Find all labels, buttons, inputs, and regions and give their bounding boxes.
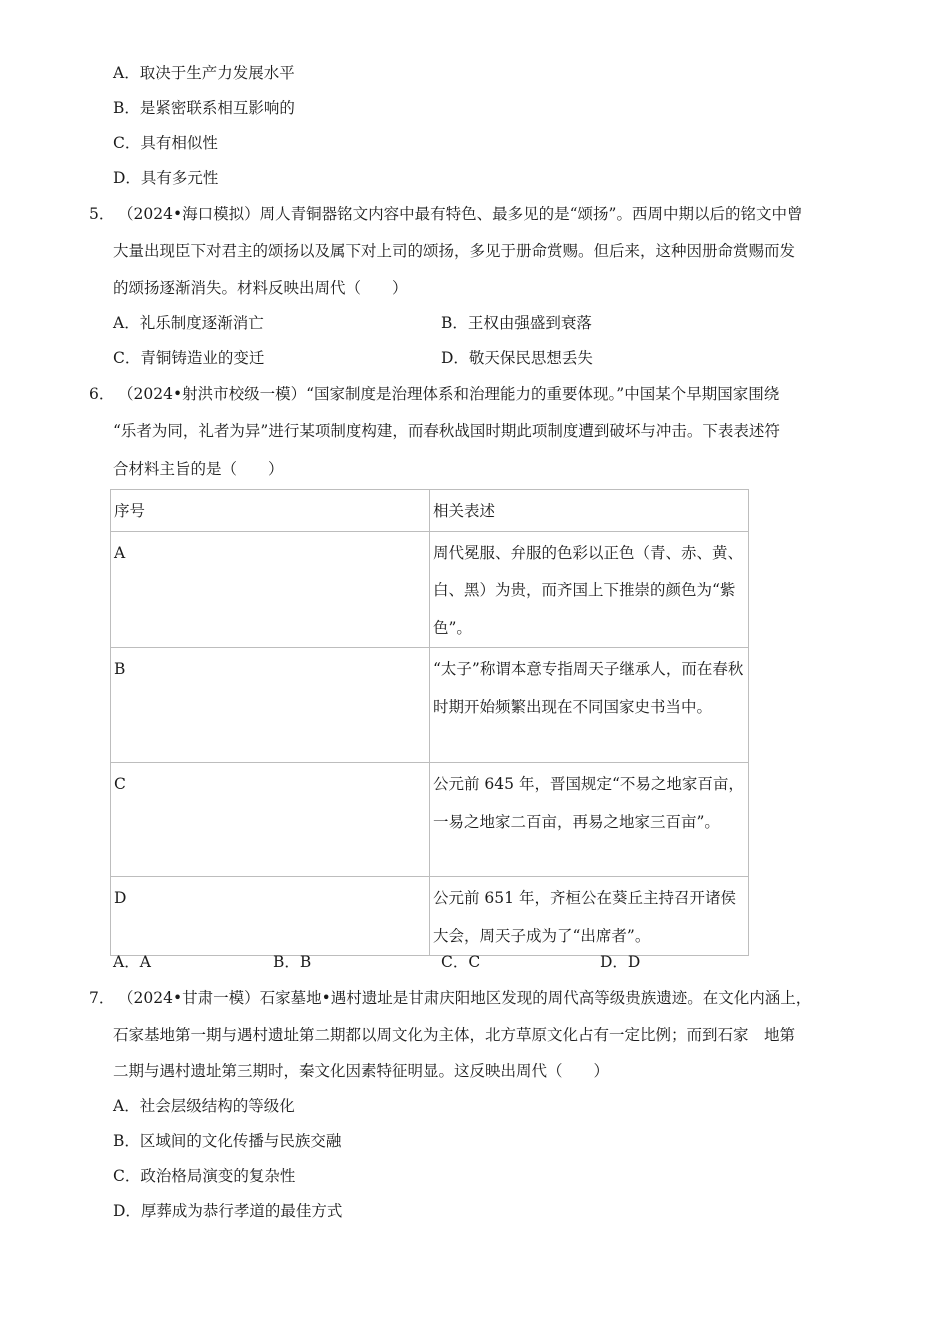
row-text: “太子”称谓本意专指周天子继承人，而在春秋时期开始频繁出现在不同国家史书当中。 <box>430 648 749 763</box>
header-cell-number: 序号 <box>111 490 430 532</box>
table-row <box>111 531 749 648</box>
row-key: C <box>111 763 430 877</box>
q5-stem-line: 的颂扬逐渐消失。材料反映出周代（ ） <box>113 279 408 297</box>
row-key: D <box>111 877 430 956</box>
q5-stem-line: 大量出现臣下对君主的颂扬以及属下对上司的颂扬，多见于册命赏赐。但后来，这种因册命赏赐而发 <box>113 242 796 260</box>
q7-option-b: B．区域间的文化传播与民族交融 <box>113 1132 342 1150</box>
row-text: 公元前 651 年，齐桓公在葵丘主持召开诸侯大会，周天子成为了“出席者”。 <box>430 877 749 956</box>
q5-option-c: C．青铜铸造业的变迁 <box>113 349 265 367</box>
q6-stem-line: （2024•射洪市校级一模）“国家制度是治理体系和治理能力的重要体现。”中国某个早期国家围绕 <box>118 385 780 403</box>
q6-option-d: D．D <box>600 953 641 971</box>
row-key: A <box>111 531 430 648</box>
q7-option-a: A．社会层级结构的等级化 <box>113 1097 295 1115</box>
row-text: 周代冕服、弁服的色彩以正色（青、赤、黄、白、黑）为贵，而齐国上下推崇的颜色为“紫色”。 <box>430 531 749 648</box>
q6-table <box>110 489 749 956</box>
table-row <box>111 877 749 956</box>
q7-number: 7． <box>89 989 115 1007</box>
header-cell-description: 相关表述 <box>430 490 749 532</box>
q6-option-a: A．A <box>113 953 151 971</box>
q6-option-b: B．B <box>273 953 312 971</box>
q7-option-d: D．厚葬成为恭行孝道的最佳方式 <box>113 1202 343 1220</box>
table-row <box>111 763 749 877</box>
q6-option-c: C．C <box>441 953 481 971</box>
q6-number: 6． <box>89 385 115 403</box>
table-row <box>111 648 749 763</box>
q5-option-d: D．敬天保民思想丢失 <box>441 349 593 367</box>
q7-stem-line: 石家基地第一期与遇村遗址第二期都以周文化为主体，北方草原文化占有一定比例；而到石家 地第 <box>113 1026 796 1044</box>
q5-number: 5． <box>89 205 115 223</box>
q5-option-b: B．王权由强盛到衰落 <box>441 314 592 332</box>
table-header-row <box>111 490 749 532</box>
q4-option-d: D．具有多元性 <box>113 169 219 187</box>
q7-stem-line: 二期与遇村遗址第三期时，秦文化因素特征明显。这反映出周代（ ） <box>113 1062 610 1080</box>
q6-stem-line: “乐者为同，礼者为异”进行某项制度构建，而春秋战国时期此项制度遭到破坏与冲击。下表表述符 <box>113 422 780 440</box>
q4-option-b: B．是紧密联系相互影响的 <box>113 99 295 117</box>
q7-option-c: C．政治格局演变的复杂性 <box>113 1167 296 1185</box>
q4-option-c: C．具有相似性 <box>113 134 218 152</box>
q4-option-a: A．取决于生产力发展水平 <box>113 64 295 82</box>
q5-option-a: A．礼乐制度逐渐消亡 <box>113 314 264 332</box>
row-text: 公元前 645 年，晋国规定“不易之地家百亩，一易之地家二百亩，再易之地家三百亩”。 <box>430 763 749 877</box>
row-key: B <box>111 648 430 763</box>
q6-stem-line: 合材料主旨的是（ ） <box>113 460 284 478</box>
q7-stem-line: （2024•甘肃一模）石家墓地•遇村遗址是甘肃庆阳地区发现的周代高等级贵族遗迹。在文化内涵上， <box>118 989 812 1007</box>
q5-stem-line: （2024•海口模拟）周人青铜器铭文内容中最有特色、最多见的是“颂扬”。西周中期以后的铭文中曾 <box>118 205 803 223</box>
